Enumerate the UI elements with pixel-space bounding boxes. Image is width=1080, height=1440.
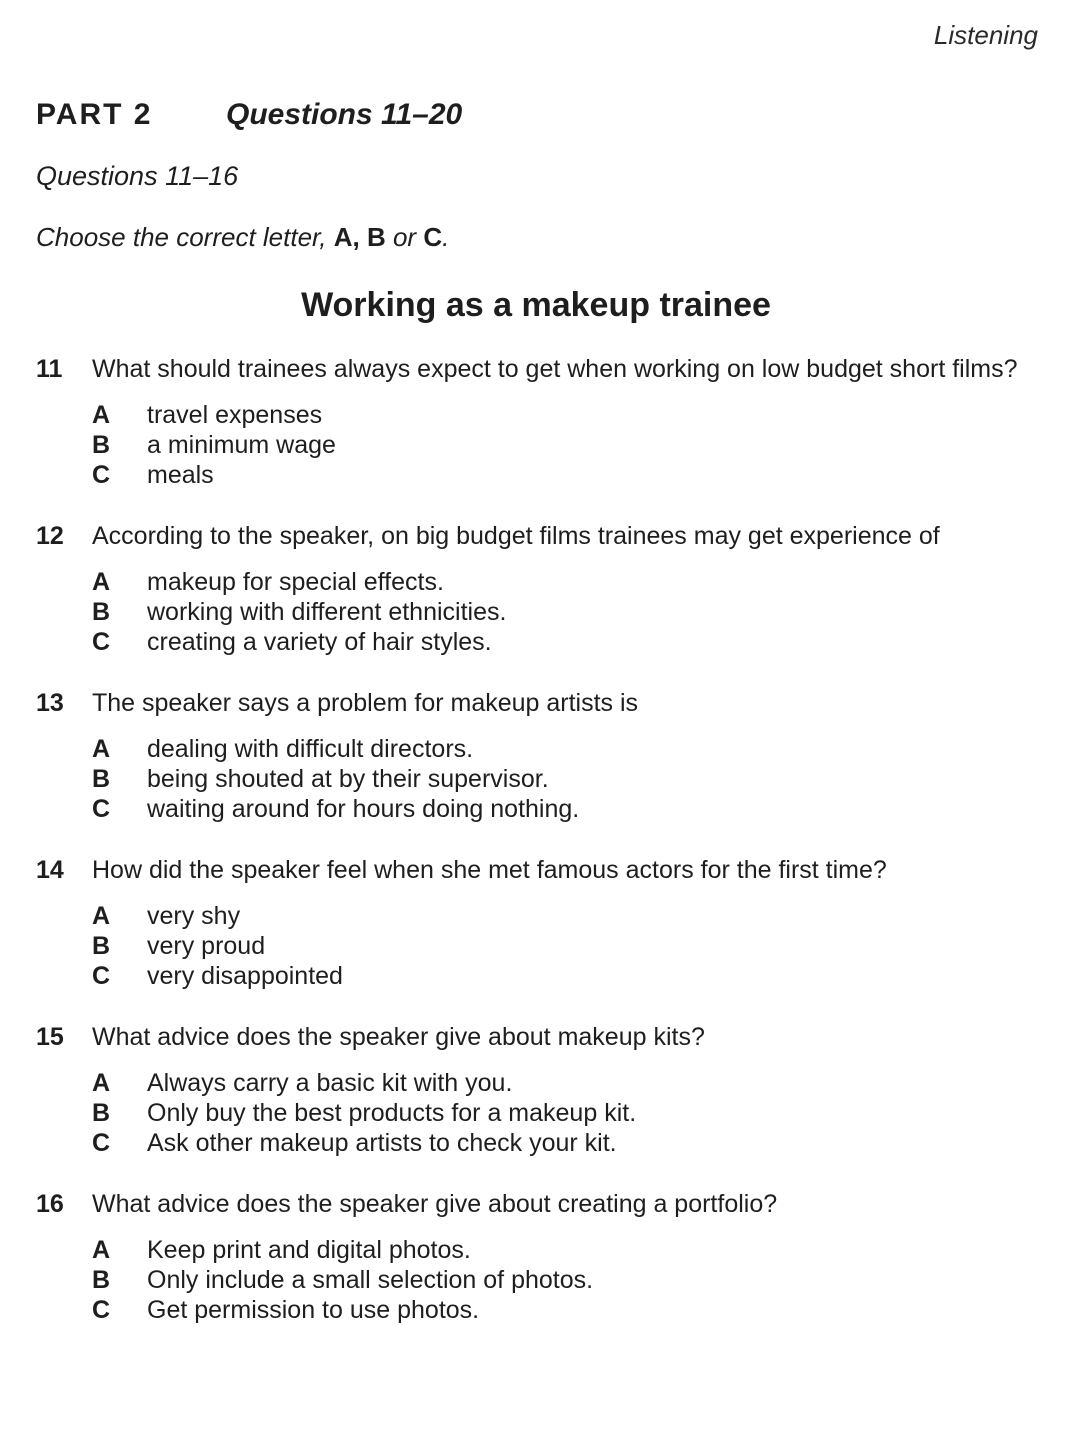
option-text: creating a variety of hair styles. [147,628,492,656]
section-label: Listening [933,20,1038,50]
option-text: makeup for special effects. [147,568,444,596]
option-letter: B [92,431,111,459]
instruction-or: or [392,222,417,252]
option-letter: A [92,568,111,596]
subheading: Questions 11–16 [36,161,239,191]
question-13 [36,688,1056,824]
question-text: What advice does the speaker give about makeup kits? [92,1023,705,1051]
question-number: 14 [36,856,64,884]
option-text: Get permission to use photos. [147,1296,480,1324]
option-b[interactable] [92,1098,1056,1128]
question-range: Questions 11–20 [226,98,463,131]
option-letter: B [92,1266,111,1294]
option-a[interactable] [92,734,1056,764]
option-text: very proud [147,932,266,960]
question-number: 11 [36,355,63,383]
part-label: PART 2 [36,98,153,131]
question-text: What advice does the speaker give about creating a portfolio? [92,1190,778,1218]
options-list [92,1235,1056,1325]
letter-a: A, [333,222,360,252]
option-letter: B [92,765,111,793]
option-c[interactable] [92,1128,1056,1158]
instruction [36,222,449,253]
question-text: How did the speaker feel when she met famous actors for the first time? [92,856,887,884]
question-text: The speaker says a problem for makeup artists is [92,689,639,717]
option-letter: B [92,1099,111,1127]
options-list [92,734,1056,824]
question-15 [36,1022,1056,1158]
option-letter: A [92,1236,111,1264]
option-text: travel expenses [147,401,323,429]
question-16 [36,1189,1056,1325]
option-text: working with different ethnicities. [147,598,507,626]
letter-c: C [423,222,443,252]
option-c[interactable] [92,1295,1056,1325]
option-text: waiting around for hours doing nothing. [147,795,580,823]
question-text: What should trainees always expect to get when working on low budget short films? [92,355,1018,383]
option-text: being shouted at by their supervisor. [147,765,549,793]
options-list [92,1068,1056,1158]
option-letter: C [92,962,111,990]
option-c[interactable] [92,961,1056,991]
option-b[interactable] [92,430,1056,460]
instruction-end: . [442,222,450,252]
options-list [92,901,1056,991]
option-c[interactable] [92,627,1056,657]
option-a[interactable] [92,1235,1056,1265]
option-letter: A [92,902,111,930]
instruction-prefix: Choose the correct letter, [36,222,327,252]
option-text: Keep print and digital photos. [147,1236,471,1264]
question-14 [36,855,1056,991]
option-letter: C [92,1129,111,1157]
option-b[interactable] [92,764,1056,794]
option-a[interactable] [92,1068,1056,1098]
option-a[interactable] [92,400,1056,430]
option-text: Ask other makeup artists to check your kit. [147,1129,617,1157]
option-text: Only buy the best products for a makeup kit. [147,1099,637,1127]
option-c[interactable] [92,794,1056,824]
option-text: a minimum wage [147,431,336,459]
option-b[interactable] [92,1265,1056,1295]
options-list [92,567,1056,657]
option-text: dealing with difficult directors. [147,735,474,763]
options-list [92,400,1056,490]
option-text: very disappointed [147,962,343,990]
option-a[interactable] [92,567,1056,597]
option-letter: B [92,598,111,626]
option-text: Only include a small selection of photos. [147,1266,594,1294]
letter-b: B [366,222,386,252]
option-letter: B [92,932,111,960]
question-number: 16 [36,1190,64,1218]
option-letter: C [92,461,111,489]
option-c[interactable] [92,460,1056,490]
part-heading [36,98,462,132]
option-letter: C [92,1296,111,1324]
option-letter: C [92,628,111,656]
question-11 [36,354,1056,490]
option-letter: A [92,1069,111,1097]
question-number: 13 [36,689,64,717]
option-text: Always carry a basic kit with you. [147,1069,513,1097]
question-text: According to the speaker, on big budget films trainees may get experience of [92,522,940,550]
option-letter: C [92,795,111,823]
option-a[interactable] [92,901,1056,931]
question-number: 15 [36,1023,64,1051]
option-text: meals [147,461,214,489]
option-letter: A [92,735,111,763]
option-b[interactable] [92,597,1056,627]
section-title: Working as a makeup trainee [301,286,771,324]
question-12 [36,521,1056,657]
option-text: very shy [147,902,241,930]
question-number: 12 [36,522,64,550]
option-b[interactable] [92,931,1056,961]
option-letter: A [92,401,111,429]
